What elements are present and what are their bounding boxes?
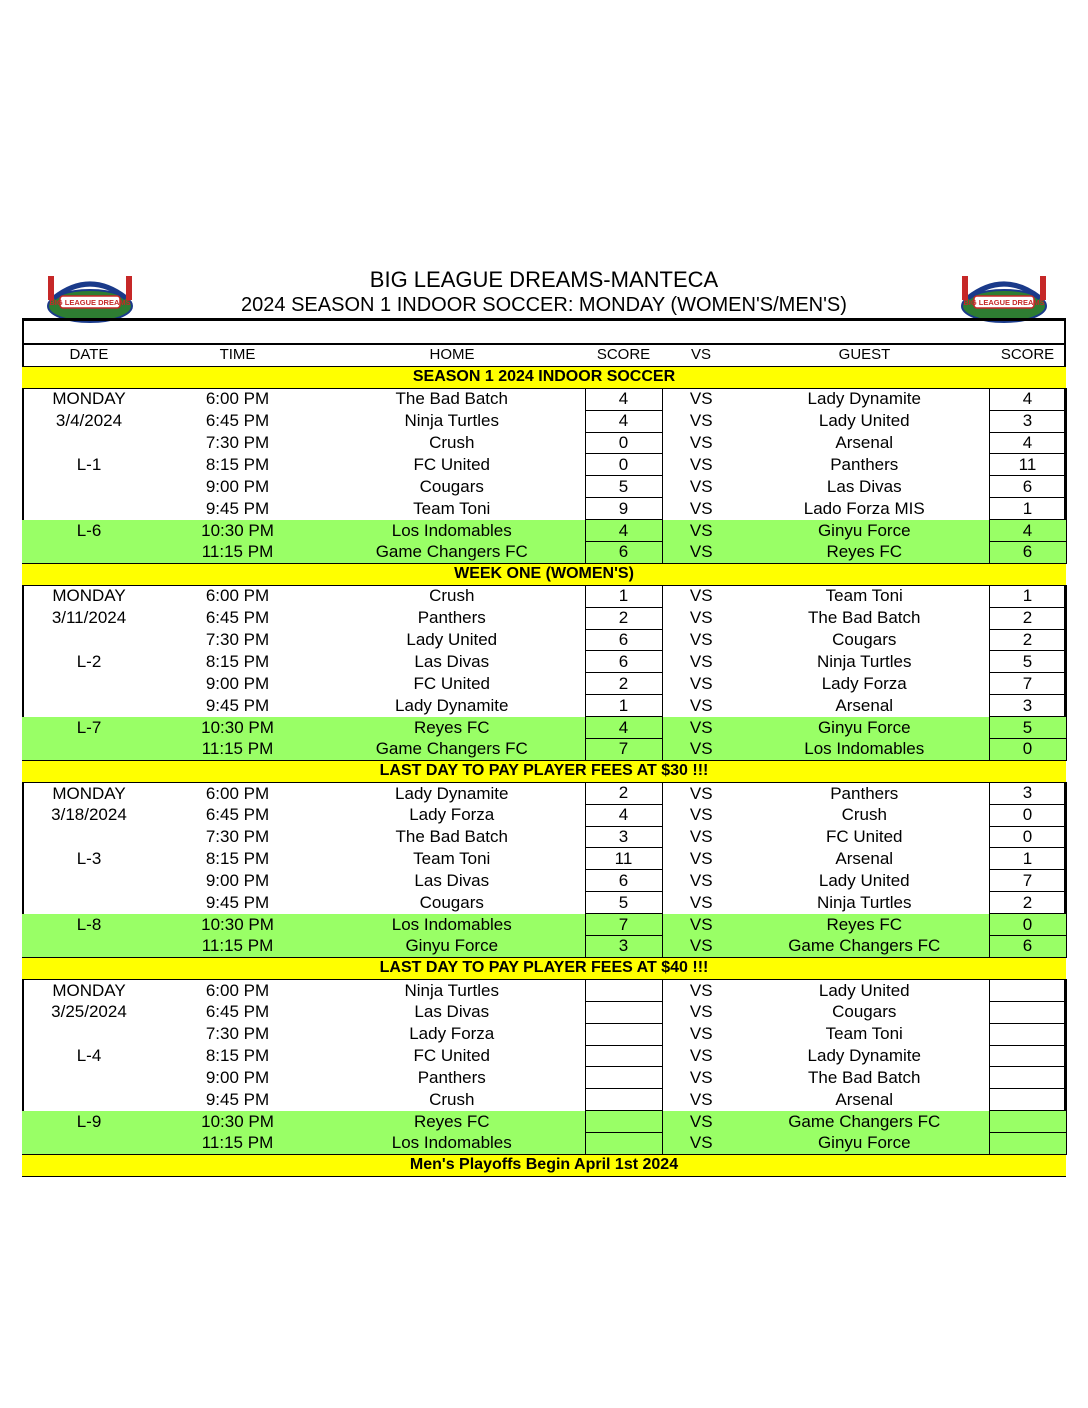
vs-label: VS: [689, 1002, 713, 1022]
game-row: [22, 1111, 1066, 1133]
time-cell: 7:30 PM: [205, 433, 270, 452]
home-score: [585, 979, 662, 1001]
guest-team: Ginyu Force: [740, 1133, 989, 1155]
date-cell: [22, 695, 156, 717]
guest-score: 4: [989, 432, 1066, 454]
col-guest: GUEST: [740, 344, 989, 366]
time-cell: 10:30 PM: [156, 914, 319, 936]
time-cell: 9:45 PM: [205, 1089, 270, 1109]
guest-score: [989, 1023, 1066, 1045]
guest-score: [989, 979, 1066, 1001]
date-cell: [22, 673, 156, 695]
game-row: [22, 826, 1066, 848]
schedule-table: [22, 343, 1067, 1177]
game-row: [22, 717, 1066, 739]
date-cell: [22, 1133, 156, 1155]
guest-team: Lady Dynamite: [807, 1045, 921, 1065]
vs-label: VS: [689, 608, 713, 628]
home-score: [585, 1045, 662, 1067]
vs-label: VS: [689, 1067, 713, 1087]
home-score: 7: [585, 739, 662, 761]
game-row: [22, 1089, 1066, 1111]
game-row: [22, 936, 1066, 958]
guest-score: 1: [989, 848, 1066, 870]
guest-score: 0: [989, 914, 1066, 936]
vs-label: VS: [662, 520, 740, 542]
guest-team: Lady United: [818, 411, 910, 431]
time-cell: 6:45 PM: [205, 608, 270, 628]
date-cell: [22, 1089, 156, 1111]
guest-team: Reyes FC: [740, 914, 989, 936]
date-cell: 3/25/2024: [51, 1002, 127, 1022]
col-home: HOME: [319, 344, 585, 366]
guest-score: 3: [989, 695, 1066, 717]
home-team: Cougars: [419, 476, 484, 496]
guest-team: Game Changers FC: [740, 1111, 989, 1133]
guest-score: 3: [989, 782, 1066, 804]
guest-team: Ninja Turtles: [817, 892, 912, 912]
guest-team: Arsenal: [835, 433, 894, 452]
banner-row: [22, 563, 1066, 585]
game-row: [22, 585, 1066, 607]
time-cell: 9:00 PM: [205, 476, 270, 496]
date-cell: [22, 432, 156, 454]
home-team: Ginyu Force: [319, 936, 585, 958]
date-cell: 3/11/2024: [51, 608, 127, 628]
home-score: [585, 1133, 662, 1155]
date-cell: [22, 936, 156, 958]
home-team: Lady Dynamite: [395, 783, 509, 803]
col-date: DATE: [22, 344, 156, 366]
guest-score: [989, 1001, 1066, 1023]
home-team: Game Changers FC: [319, 739, 585, 761]
date-cell: 3/18/2024: [51, 805, 127, 825]
time-cell: 10:30 PM: [156, 520, 319, 542]
time-cell: 9:00 PM: [205, 1067, 270, 1087]
vs-label: VS: [689, 805, 713, 825]
home-score: 1: [585, 695, 662, 717]
vs-label: VS: [662, 739, 740, 761]
guest-score: 2: [989, 892, 1066, 914]
guest-team: Reyes FC: [740, 542, 989, 564]
home-score: 4: [585, 520, 662, 542]
time-cell: 6:00 PM: [205, 389, 270, 409]
vs-label: VS: [662, 1111, 740, 1133]
guest-score: 2: [989, 629, 1066, 651]
home-team: Las Divas: [414, 651, 490, 671]
home-score: 5: [585, 476, 662, 498]
svg-text:BIG LEAGUE DREAMS: BIG LEAGUE DREAMS: [963, 298, 1045, 307]
vs-label: VS: [689, 630, 713, 650]
game-row: [22, 410, 1066, 432]
date-cell: [22, 739, 156, 761]
home-score: 1: [585, 585, 662, 607]
guest-score: [989, 1133, 1066, 1155]
home-team: Los Indomables: [319, 1133, 585, 1155]
home-score: 6: [585, 870, 662, 892]
date-cell: L-8: [22, 914, 156, 936]
home-team: FC United: [413, 454, 491, 474]
vs-label: VS: [689, 783, 713, 803]
guest-score: 6: [989, 542, 1066, 564]
time-cell: 6:00 PM: [205, 586, 270, 606]
time-cell: 7:30 PM: [205, 1024, 270, 1044]
date-cell: [22, 826, 156, 848]
vs-label: VS: [689, 1045, 713, 1065]
banner-text: WEEK ONE (WOMEN'S): [22, 563, 1066, 585]
time-cell: 8:15 PM: [205, 848, 270, 868]
vs-label: VS: [689, 476, 713, 496]
game-row: [22, 388, 1066, 410]
guest-score: 4: [989, 388, 1066, 410]
game-row: [22, 1133, 1066, 1155]
guest-team: Game Changers FC: [740, 936, 989, 958]
guest-team: Ginyu Force: [740, 717, 989, 739]
time-cell: 9:00 PM: [205, 870, 270, 890]
game-row: [22, 848, 1066, 870]
home-team: Crush: [429, 1089, 475, 1109]
date-cell: [22, 498, 156, 520]
date-cell: 3/4/2024: [55, 411, 123, 431]
game-row: [22, 870, 1066, 892]
guest-score: 3: [989, 410, 1066, 432]
vs-label: VS: [662, 914, 740, 936]
home-team: Crush: [429, 433, 475, 452]
home-score: 3: [585, 936, 662, 958]
home-score: 2: [585, 782, 662, 804]
guest-score: 2: [989, 607, 1066, 629]
date-cell: [22, 476, 156, 498]
guest-team: Team Toni: [825, 1024, 903, 1044]
home-score: 11: [585, 848, 662, 870]
home-team: Reyes FC: [319, 717, 585, 739]
vs-label: VS: [662, 717, 740, 739]
guest-score: 1: [989, 498, 1066, 520]
guest-score: 0: [989, 804, 1066, 826]
time-cell: 6:45 PM: [205, 1002, 270, 1022]
guest-team: FC United: [825, 827, 903, 847]
home-score: 4: [585, 804, 662, 826]
home-score: 5: [585, 892, 662, 914]
game-row: [22, 739, 1066, 761]
guest-team: The Bad Batch: [808, 608, 921, 628]
date-cell: L-4: [76, 1045, 102, 1065]
home-team: Reyes FC: [319, 1111, 585, 1133]
home-team: Los Indomables: [319, 914, 585, 936]
date-cell: [22, 542, 156, 564]
home-score: 6: [585, 629, 662, 651]
banner-text: LAST DAY TO PAY PLAYER FEES AT $30 !!!: [22, 760, 1066, 782]
game-row: [22, 673, 1066, 695]
banner-row: [22, 366, 1066, 388]
vs-label: VS: [662, 936, 740, 958]
home-score: [585, 1089, 662, 1111]
guest-score: [989, 1089, 1066, 1111]
home-score: 4: [585, 388, 662, 410]
home-team: Los Indomables: [319, 520, 585, 542]
guest-score: 11: [989, 454, 1066, 476]
guest-team: Cougars: [832, 630, 897, 650]
home-score: 0: [585, 432, 662, 454]
guest-score: [989, 1045, 1066, 1067]
home-team: Lady Forza: [409, 805, 495, 825]
home-team: Panthers: [417, 1067, 486, 1087]
home-score: 0: [585, 454, 662, 476]
time-cell: 11:15 PM: [156, 1133, 319, 1155]
home-score: [585, 1111, 662, 1133]
home-score: [585, 1001, 662, 1023]
banner-text: Men's Playoffs Begin April 1st 2024: [22, 1154, 1066, 1176]
guest-team: Panthers: [830, 783, 899, 803]
game-row: [22, 1067, 1066, 1089]
vs-label: VS: [689, 433, 713, 452]
home-team: Lady Dynamite: [395, 695, 509, 715]
home-score: 7: [585, 914, 662, 936]
home-team: FC United: [413, 1045, 491, 1065]
vs-label: VS: [689, 498, 713, 518]
guest-score: 5: [989, 717, 1066, 739]
col-vs: VS: [662, 344, 740, 366]
header-divider: [22, 318, 1066, 321]
guest-team: Ninja Turtles: [817, 651, 912, 671]
home-team: Crush: [429, 586, 475, 606]
home-score: 4: [585, 717, 662, 739]
date-cell: L-7: [22, 717, 156, 739]
game-row: [22, 607, 1066, 629]
home-team: Team Toni: [413, 848, 491, 868]
guest-team: Las Divas: [826, 476, 902, 496]
time-cell: 11:15 PM: [156, 542, 319, 564]
date-cell: [22, 892, 156, 914]
guest-score: 6: [989, 936, 1066, 958]
banner-text: LAST DAY TO PAY PLAYER FEES AT $40 !!!: [22, 957, 1066, 979]
game-row: [22, 651, 1066, 673]
date-cell: MONDAY: [52, 389, 126, 409]
guest-team: The Bad Batch: [808, 1067, 921, 1087]
date-cell: [22, 870, 156, 892]
time-cell: 7:30 PM: [205, 827, 270, 847]
guest-team: Panthers: [830, 454, 899, 474]
date-cell: [22, 1023, 156, 1045]
game-row: [22, 629, 1066, 651]
game-row: [22, 892, 1066, 914]
guest-team: Lady Dynamite: [807, 389, 921, 409]
time-cell: 6:45 PM: [205, 805, 270, 825]
home-score: 4: [585, 410, 662, 432]
game-row: [22, 914, 1066, 936]
guest-team: Lady Forza: [821, 673, 907, 693]
guest-score: 4: [989, 520, 1066, 542]
guest-score: 7: [989, 673, 1066, 695]
banner-row: [22, 1154, 1066, 1176]
game-row: [22, 1023, 1066, 1045]
guest-score: 0: [989, 826, 1066, 848]
date-cell: L-1: [76, 454, 102, 474]
time-cell: 6:00 PM: [205, 980, 270, 1000]
guest-team: Crush: [841, 805, 887, 825]
guest-team: Lady United: [818, 870, 910, 890]
guest-team: Arsenal: [835, 848, 894, 868]
vs-label: VS: [689, 454, 713, 474]
guest-team: Team Toni: [825, 586, 903, 606]
date-cell: MONDAY: [52, 980, 126, 1000]
time-cell: 10:30 PM: [156, 717, 319, 739]
home-team: The Bad Batch: [395, 827, 508, 847]
home-team: Las Divas: [414, 1002, 490, 1022]
game-row: [22, 454, 1066, 476]
vs-label: VS: [689, 827, 713, 847]
home-team: FC United: [413, 673, 491, 693]
vs-label: VS: [689, 1024, 713, 1044]
guest-team: Lado Forza MIS: [803, 498, 925, 518]
column-header-row: [22, 344, 1066, 366]
vs-label: VS: [662, 542, 740, 564]
home-team: Las Divas: [414, 870, 490, 890]
col-score: SCORE: [585, 344, 662, 366]
guest-score: 1: [989, 585, 1066, 607]
big-league-dreams-logo: [44, 272, 136, 324]
date-cell: MONDAY: [52, 586, 126, 606]
guest-score: [989, 1111, 1066, 1133]
vs-label: VS: [689, 651, 713, 671]
vs-label: VS: [689, 673, 713, 693]
guest-score: 7: [989, 870, 1066, 892]
game-row: [22, 1045, 1066, 1067]
game-row: [22, 476, 1066, 498]
game-row: [22, 542, 1066, 564]
date-cell: [22, 1067, 156, 1089]
banner-text: SEASON 1 2024 INDOOR SOCCER: [22, 366, 1066, 388]
home-team: Ninja Turtles: [404, 411, 499, 431]
date-cell: MONDAY: [52, 783, 126, 803]
col-score2: SCORE: [989, 344, 1066, 366]
time-cell: 6:45 PM: [205, 411, 270, 431]
home-team: Panthers: [417, 608, 486, 628]
guest-score: 5: [989, 651, 1066, 673]
time-cell: 8:15 PM: [205, 1045, 270, 1065]
time-cell: 8:15 PM: [205, 454, 270, 474]
game-row: [22, 695, 1066, 717]
guest-score: 6: [989, 476, 1066, 498]
date-cell: L-9: [22, 1111, 156, 1133]
vs-label: VS: [689, 892, 713, 912]
game-row: [22, 804, 1066, 826]
banner-row: [22, 760, 1066, 782]
home-score: 6: [585, 542, 662, 564]
guest-team: Lady United: [818, 980, 910, 1000]
date-cell: L-2: [76, 651, 102, 671]
game-row: [22, 782, 1066, 804]
home-score: [585, 1067, 662, 1089]
vs-label: VS: [689, 980, 713, 1000]
home-score: 9: [585, 498, 662, 520]
time-cell: 9:45 PM: [205, 695, 270, 715]
game-row: [22, 520, 1066, 542]
home-score: 6: [585, 651, 662, 673]
time-cell: 9:45 PM: [205, 498, 270, 518]
guest-team: Arsenal: [835, 1089, 894, 1109]
home-score: [585, 1023, 662, 1045]
guest-team: Ginyu Force: [740, 520, 989, 542]
game-row: [22, 432, 1066, 454]
col-time: TIME: [156, 344, 319, 366]
time-cell: 11:15 PM: [156, 739, 319, 761]
time-cell: 9:45 PM: [205, 892, 270, 912]
home-team: Lady Forza: [409, 1024, 495, 1044]
guest-score: [989, 1067, 1066, 1089]
page-title: BIG LEAGUE DREAMS-MANTECA: [369, 267, 719, 292]
home-team: Cougars: [419, 892, 484, 912]
home-team: Game Changers FC: [319, 542, 585, 564]
date-cell: L-6: [22, 520, 156, 542]
vs-label: VS: [689, 1089, 713, 1109]
page-subtitle: 2024 SEASON 1 INDOOR SOCCER: MONDAY (WOMEN'S/MEN'S): [241, 294, 847, 316]
guest-team: Los Indomables: [740, 739, 989, 761]
vs-label: VS: [689, 695, 713, 715]
date-cell: L-3: [76, 848, 102, 868]
time-cell: 9:00 PM: [205, 673, 270, 693]
vs-label: VS: [689, 870, 713, 890]
home-team: Ninja Turtles: [404, 980, 499, 1000]
game-row: [22, 498, 1066, 520]
game-row: [22, 979, 1066, 1001]
home-team: The Bad Batch: [395, 389, 508, 409]
time-cell: 11:15 PM: [156, 936, 319, 958]
home-score: 2: [585, 607, 662, 629]
time-cell: 8:15 PM: [205, 651, 270, 671]
big-league-dreams-logo: [958, 272, 1050, 324]
home-team: Team Toni: [413, 498, 491, 518]
vs-label: VS: [689, 848, 713, 868]
vs-label: VS: [689, 411, 713, 431]
svg-text:BIG LEAGUE DREAMS: BIG LEAGUE DREAMS: [49, 298, 131, 307]
home-score: 2: [585, 673, 662, 695]
time-cell: 6:00 PM: [205, 783, 270, 803]
guest-team: Cougars: [832, 1002, 897, 1022]
guest-score: 0: [989, 739, 1066, 761]
vs-label: VS: [662, 1133, 740, 1155]
vs-label: VS: [689, 586, 713, 606]
home-score: 3: [585, 826, 662, 848]
date-cell: [22, 629, 156, 651]
vs-label: VS: [689, 389, 713, 409]
banner-row: [22, 957, 1066, 979]
guest-team: Arsenal: [835, 695, 894, 715]
time-cell: 10:30 PM: [156, 1111, 319, 1133]
time-cell: 7:30 PM: [205, 630, 270, 650]
home-team: Lady United: [406, 630, 498, 650]
game-row: [22, 1001, 1066, 1023]
